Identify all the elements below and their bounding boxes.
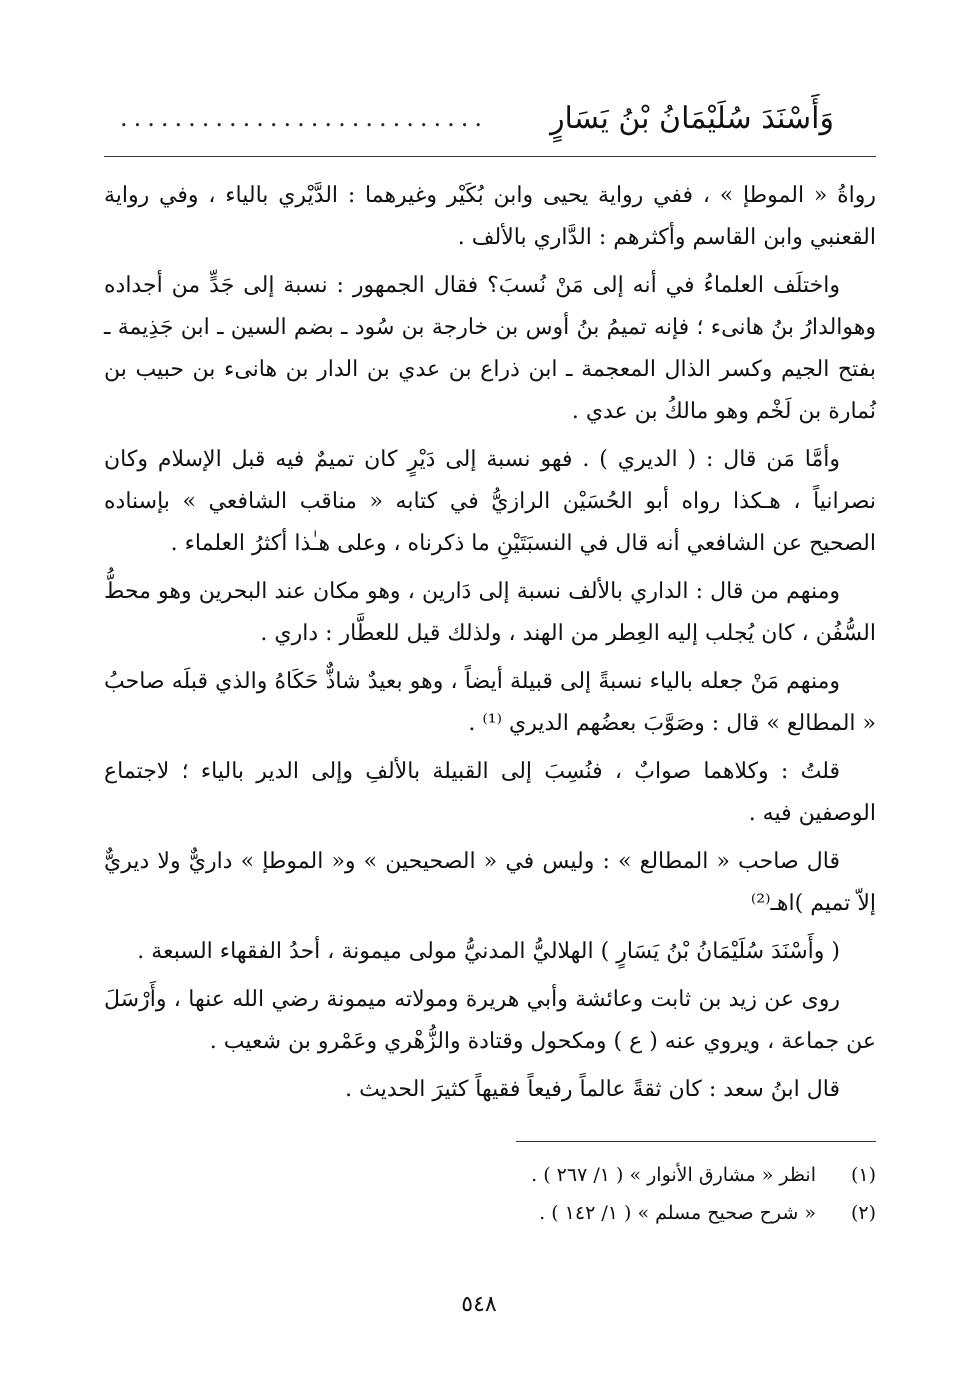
page-number: ٥٤٨ — [461, 1292, 497, 1317]
paragraph: رواةُ « الموطإ » ، ففي رواية يحيى وابن بُكَيْر وغيرهما : الدَّيْري بالياء ، وفي رواية القعنبي وابن القاسم وأكثرهم : الدَّاري بالألف . — [104, 183, 876, 250]
running-header — [104, 88, 834, 148]
paragraph: ومنهم مَنْ جعله بالياء نسبةً إلى قبيلة أيضاً ، وهو بعيدٌ شاذٌّ حَكَاهُ والذي قبلَه صاحبُ « المطالع » قال : وصَوَّبَ بعضُهم الديري ⁽¹⁾ . — [104, 669, 876, 736]
footnote-text: « شرح صحيح مسلم » ( ١/ ١٤٢ ) . — [539, 1202, 816, 1224]
footnotes — [104, 1156, 876, 1232]
book-page — [104, 88, 876, 1232]
paragraph: وأمَّا مَن قال : ( الديري ) . فهو نسبة إلى دَيْرٍ كان تميمٌ فيه قبل الإسلام وكان نصرانياً ، هـكذا رواه أبو الحُسَيْن الرازيُّ في كتابه « مناقب الشافعي » بإسناده الصحيح عن الشافعي أنه قال في النسبَتَيْنِ ما ذكرناه ، وعلى هـٰذا أكثرُ العلماء . — [104, 447, 876, 556]
footnote — [104, 1156, 876, 1194]
header-leader-dots: ........................... — [120, 104, 488, 132]
paragraph: ومنهم من قال : الداري بالألف نسبة إلى دَارين ، وهو مكان عند البحرين وهو محطُّ السُّفُن ، كان يُجلب إليه العِطر من الهند ، ولذلك قيل للعطَّار : داري . — [104, 579, 876, 646]
footnote-number: (٢) — [850, 1202, 876, 1224]
footnote-number: (١) — [850, 1164, 876, 1186]
paragraph: روى عن زيد بن ثابت وعائشة وأبي هريرة ومولاته ميمونة رضي الله عنها ، وأَرْسَلَ عن جماعة ، ويروي عنه ( ع ) ومكحول وقتادة والزُّهْري وعَمْرو بن شعيب . — [104, 987, 876, 1054]
paragraph: قال صاحب « المطالع » : وليس في « الصحيحين » و« الموطإ » داريٌّ ولا ديريٌّ إلاّ تميم )اهـ⁽²⁾ — [104, 849, 876, 916]
footnote — [104, 1194, 876, 1232]
paragraph: قال ابنُ سعد : كان ثقةً عالماً رفيعاً فقيهاً كثيرَ الحديث . — [345, 1077, 840, 1102]
paragraph: قلتُ : وكلاهما صوابٌ ، فنُسِبَ إلى القبيلة بالألفِ وإلى الدير بالياء ؛ لاجتماع الوصفين فيه . — [104, 759, 876, 826]
footnote-rule — [516, 1141, 876, 1142]
body-text — [104, 175, 876, 1111]
paragraph: ( وأَسْنَدَ سُلَيْمَانُ بْنُ يَسَارٍ ) الهلاليُّ المدنيُّ مولى ميمونة ، أحدُ الفقهاء السبعة . — [137, 939, 840, 964]
paragraph: واختلَف العلماءُ في أنه إلى مَنْ نُسبَ؟ فقال الجمهور : نسبة إلى جَدٍّ من أجداده وهوالدارُ بنُ هانىء ؛ فإنه تميمُ بنُ أوس بن خارجة بن سُود ـ بضم السين ـ ابن جَذِيمة ـ بفتح الجيم وكسر الذال المعجمة ـ ابن ذراع بن عدي بن الدار بن هانىء بن حبيب بن نُمارة بن لَخْم وهو مالكُ بن عدي . — [104, 273, 876, 424]
footnote-text: انظر « مشارق الأنوار » ( ١/ ٢٦٧ ) . — [531, 1164, 816, 1186]
header-title: وَأَسْنَدَ سُلَيْمَانُ بْنُ يَسَارٍ — [550, 100, 834, 136]
header-rule — [104, 156, 876, 157]
